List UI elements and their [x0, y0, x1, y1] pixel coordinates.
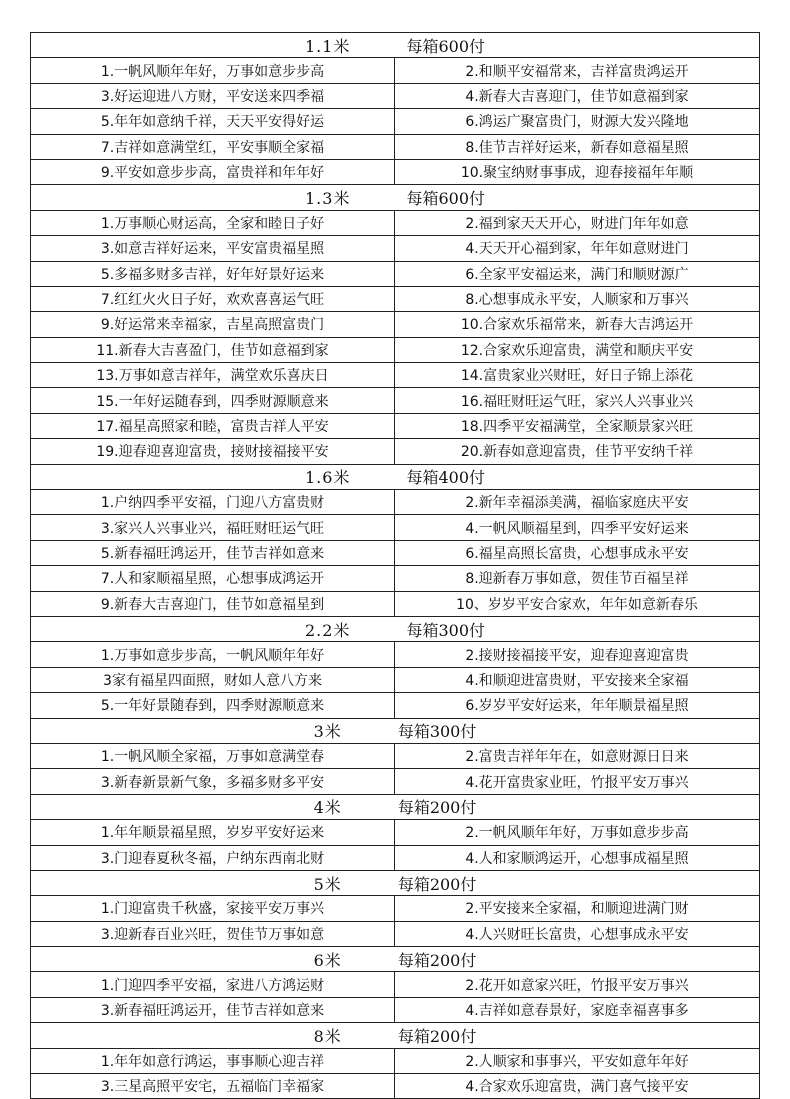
couplet-row	[30, 768, 760, 793]
couplet-item: 6.岁岁平安好运来，年年顺景福星照	[465, 698, 689, 715]
couplet-item: 2.富贵吉祥年年在，如意财源日日来	[465, 749, 689, 766]
couplet-item: 1.户纳四季平安福，门迎八方富贵财	[31, 490, 395, 514]
couplet-item: 7.人和家顺福星照，心想事成鸿运开	[31, 566, 395, 590]
couplet-row	[30, 641, 760, 666]
section-length: 3米	[313, 722, 342, 742]
section-per-box: 每箱200付	[397, 874, 477, 894]
section-header	[30, 1022, 760, 1047]
couplet-item: 5.新春福旺鸿运开，佳节吉祥如意来	[31, 541, 395, 565]
section-per-box: 每箱600付	[406, 189, 485, 209]
couplet-item: 7.吉祥如意满堂红，平安事顺全家福	[31, 135, 395, 159]
couplet-item: 13.万事如意吉祥年，满堂欢乐喜庆日	[31, 363, 395, 387]
couplet-item: 1.门迎富贵千秋盛，家接平安万事兴	[31, 896, 395, 920]
couplet-item: 4.一帆风顺福星到，四季平安好运来	[465, 520, 689, 537]
couplet-item: 1.万事顺心财运高，全家和睦日子好	[31, 211, 395, 235]
couplet-row	[30, 895, 760, 920]
section-length: 4米	[313, 798, 342, 818]
couplet-item: 5.年年如意纳千祥，天天平安得好运	[31, 109, 395, 133]
section-per-box: 每箱200付	[397, 798, 477, 818]
couplet-item: 15.一年好运随春到，四季财源顺意来	[31, 388, 395, 412]
couplet-row	[30, 387, 760, 412]
couplet-item: 9.平安如意步步高，富贵祥和年年好	[31, 160, 395, 184]
section-per-box: 每箱300付	[397, 722, 477, 742]
couplet-item: 17.福星高照家和睦，富贵吉祥人平安	[31, 414, 395, 438]
section-header	[30, 946, 760, 971]
couplet-item: 2.和顺平安福常来，吉祥富贵鸿运开	[465, 63, 689, 80]
section-header	[30, 464, 760, 489]
couplet-row	[30, 692, 760, 717]
couplet-item: 6.鸿运广聚富贵门，财源大发兴隆地	[465, 114, 689, 131]
couplet-item: 1.门迎四季平安福，家进八方鸿运财	[31, 972, 395, 996]
couplet-item: 1.一帆风顺年年好，万事如意步步高	[31, 58, 395, 82]
couplet-row	[30, 108, 760, 133]
couplet-item: 8.佳节吉祥好运来，新春如意福星照	[465, 139, 689, 156]
couplet-row	[30, 362, 760, 387]
couplet-row	[30, 413, 760, 438]
section-per-box: 每箱200付	[397, 1026, 477, 1046]
section-length: 8米	[313, 1026, 342, 1046]
couplet-item: 12.合家欢乐迎富贵，满堂和顺庆平安	[460, 342, 694, 359]
couplet-row	[30, 210, 760, 235]
section-header	[30, 870, 760, 895]
couplet-item: 18.四季平安福满堂，全家顺景家兴旺	[460, 419, 694, 436]
couplet-row	[30, 997, 760, 1022]
couplet-item: 4.新春大吉喜迎门，佳节如意福到家	[465, 88, 689, 105]
section-length: 1.1米	[305, 36, 351, 56]
couplet-row	[30, 743, 760, 768]
couplet-row	[30, 286, 760, 311]
couplet-item: 9.好运常来幸福家，吉星高照富贵门	[31, 312, 395, 336]
couplet-item: 14.富贵家业兴财旺，好日子锦上添花	[460, 368, 694, 385]
couplet-item: 4.和顺迎进富贵财，平安接来全家福	[465, 672, 689, 689]
couplet-row	[30, 438, 760, 463]
couplet-row	[30, 514, 760, 539]
section-per-box: 每箱300付	[406, 620, 485, 640]
couplet-item: 3.新春福旺鸿运开，佳节吉祥如意来	[31, 998, 395, 1022]
couplet-row	[30, 819, 760, 844]
couplet-row	[30, 134, 760, 159]
couplet-row	[30, 921, 760, 946]
section-length: 1.3米	[305, 189, 351, 209]
section-per-box: 每箱200付	[397, 950, 477, 970]
section-per-box: 每箱400付	[406, 468, 485, 488]
couplet-row	[30, 667, 760, 692]
couplet-item: 9.新春大吉喜迎门，佳节如意福星到	[31, 592, 395, 616]
couplet-item: 1.一帆风顺全家福，万事如意满堂春	[31, 744, 395, 768]
couplet-item: 3.好运迎进八方财，平安送来四季福	[31, 84, 395, 108]
section-header	[30, 184, 760, 209]
couplet-item: 3.门迎春夏秋冬福，户纳东西南北财	[31, 846, 395, 870]
couplet-row	[30, 1048, 760, 1073]
couplet-item: 6.福星高照长富贵，心想事成永平安	[465, 546, 689, 562]
couplet-row	[30, 235, 760, 260]
couplet-row	[30, 489, 760, 514]
couplet-row	[30, 311, 760, 336]
section-length: 1.6米	[305, 468, 351, 488]
couplet-item: 4.吉祥如意春景好，家庭幸福喜事多	[465, 1003, 689, 1020]
couplet-item: 10.合家欢乐福常来，新春大吉鸿运开	[460, 317, 694, 334]
couplet-row	[30, 159, 760, 184]
couplet-item: 16.福旺财旺运气旺，家兴人兴事业兴	[460, 393, 694, 410]
section-length: 5米	[313, 874, 342, 894]
couplet-item: 3.家兴人兴事业兴，福旺财旺运气旺	[31, 515, 395, 539]
couplet-row	[30, 540, 760, 565]
couplet-item: 2.人顺家和事事兴，平安如意年年好	[465, 1053, 689, 1070]
couplet-item: 4.天天开心福到家，年年如意财进门	[465, 241, 689, 258]
couplet-row	[30, 591, 760, 616]
couplet-item: 8.心想事成永平安，人顺家和万事兴	[465, 292, 689, 309]
couplet-item: 20.新春如意迎富贵，佳节平安纳千祥	[460, 444, 694, 461]
couplet-item: 2.平安接来全家福，和顺迎进满门财	[465, 901, 689, 918]
couplet-row	[30, 83, 760, 108]
couplet-item: 10.聚宝纳财事事成，迎春接福年年顺	[460, 165, 694, 182]
couplet-item: 11.新春大吉喜盈门，佳节如意福到家	[31, 338, 395, 362]
couplet-item: 2.新年幸福添美满，福临家庭庆平安	[465, 495, 689, 512]
couplet-item: 3.新春新景新气象，多福多财多平安	[31, 769, 395, 793]
couplet-item: 4.合家欢乐迎富贵，满门喜气接平安	[465, 1079, 689, 1096]
couplet-item: 3家有福星四面照，财如人意八方来	[31, 668, 395, 692]
section-header	[30, 32, 760, 57]
couplet-item: 5.一年好景随春到，四季财源顺意来	[31, 693, 395, 717]
couplet-price-sheet	[30, 32, 760, 1099]
couplet-item: 1.万事如意步步高，一帆风顺年年好	[31, 642, 395, 666]
couplet-row	[30, 565, 760, 590]
couplet-item: 1.年年如意行鸿运，事事顺心迎吉祥	[31, 1049, 395, 1073]
couplet-row	[30, 971, 760, 996]
couplet-item: 4.人兴财旺长富贵，心想事成永平安	[465, 926, 689, 943]
couplet-item: 6.全家平安福运来，满门和顺财源广	[465, 266, 689, 283]
couplet-item: 3.迎新春百业兴旺，贺佳节万事如意	[31, 922, 395, 946]
section-length: 2.2米	[305, 620, 351, 640]
section-header	[30, 718, 760, 743]
section-per-box: 每箱600付	[406, 36, 485, 56]
couplet-item: 3.三星高照平安宅，五福临门幸福家	[31, 1074, 395, 1098]
couplet-item: 4.花开富贵家业旺，竹报平安万事兴	[465, 774, 689, 791]
couplet-item: 3.如意吉祥好运来，平安富贵福星照	[31, 236, 395, 260]
couplet-row	[30, 845, 760, 870]
couplet-item: 10、岁岁平安合家欢，年年如意新春乐	[456, 596, 698, 613]
couplet-item: 1.年年顺景福星照，岁岁平安好运来	[31, 820, 395, 844]
couplet-item: 7.红红火火日子好，欢欢喜喜运气旺	[31, 287, 395, 311]
section-header	[30, 616, 760, 641]
couplet-item: 5.多福多财多吉祥，好年好景好运来	[31, 262, 395, 286]
couplet-item: 2.接财接福接平安，迎春迎喜迎富贵	[465, 647, 689, 664]
couplet-row	[30, 261, 760, 286]
couplet-row	[30, 337, 760, 362]
couplet-item: 2.一帆风顺年年好，万事如意步步高	[465, 825, 689, 842]
couplet-item: 2.福到家天天开心，财进门年年如意	[465, 215, 689, 232]
couplet-item: 2.花开如意家兴旺，竹报平安万事兴	[465, 977, 689, 994]
couplet-item: 8.迎新春万事如意，贺佳节百福呈祥	[465, 571, 689, 588]
couplet-row	[30, 1073, 760, 1099]
couplet-row	[30, 57, 760, 82]
couplet-item: 19.迎春迎喜迎富贵，接财接福接平安	[31, 439, 395, 463]
section-header	[30, 794, 760, 819]
couplet-item: 4.人和家顺鸿运开，心想事成福星照	[465, 850, 689, 867]
section-length: 6米	[313, 950, 342, 970]
